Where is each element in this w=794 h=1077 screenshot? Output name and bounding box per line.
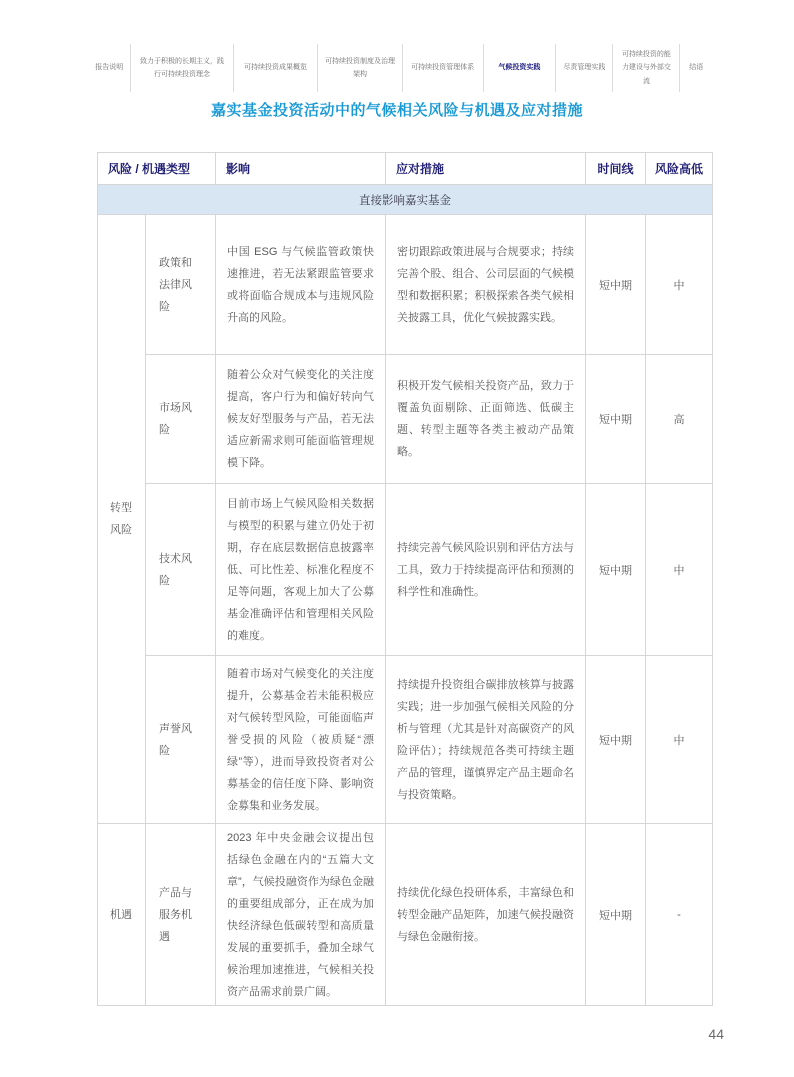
table-row [98,215,713,355]
risk-table-container [97,152,713,1006]
timeline-value: 短中期 [586,355,646,484]
top-nav [88,44,712,92]
response-text: 持续优化绿色投研体系，丰富绿色和转型金融产品矩阵，加速气候投融资与绿色金融衔接。 [386,824,586,1006]
risk-level-value: 中 [646,215,713,355]
table-row [98,656,713,824]
nav-item-report-notes[interactable]: 报告说明 [88,44,131,92]
timeline-value: 短中期 [586,824,646,1006]
page-title: 嘉实基金投资活动中的气候相关风险与机遇及应对措施 [210,102,583,119]
risk-level-value: 中 [646,484,713,656]
section-header-label: 直接影响嘉实基金 [98,185,713,215]
nav-item-conclusion[interactable]: 结语 [689,64,704,72]
impact-text: 目前市场上气候风险相关数据与模型的积累与建立仍处于初期，存在底层数据信息披露率低、可比性差、标准化程度不足等问题，客观上加大了公募基金准确评估和管理相关风险的难度。 [216,484,386,656]
response-text: 持续提升投资组合碳排放核算与披露实践；进一步加强气候相关风险的分析与管理（尤其是针对高碳资产的风险评估）；持续规范各类可持续主题产品的管理，谨慎界定产品主题命名与投资策略。 [386,656,586,824]
risk-opportunity-table [97,152,713,1006]
nav-item-results-overview[interactable]: 可持续投资成果概览 [234,44,319,92]
col-header-response: 应对措施 [386,153,586,185]
col-header-impact: 影响 [216,153,386,185]
impact-text: 2023 年中央金融会议提出包括绿色金融在内的“五篇大文章”，气候投融资作为绿色金融的重要组成部分，正在成为加快经济绿色低碳转型和高质量发展的重要抓手，叠加全球气候治理加速推进，气候相关投资产品需求前景广阔。 [216,824,386,1006]
response-text: 密切跟踪政策进展与合规要求；持续完善个股、组合、公司层面的气候模型和数据积累；积极探索各类气候相关披露工具，优化气候披露实践。 [386,215,586,355]
col-header-risk-type: 风险 / 机遇类型 [98,153,216,185]
response-text: 持续完善气候风险识别和评估方法与工具，致力于持续提高评估和预测的科学性和准确性。 [386,484,586,656]
col-header-timeline: 时间线 [586,153,646,185]
opportunity-type-product-service: 产品与服务机遇 [146,824,216,1006]
col-header-level: 风险高低 [646,153,713,185]
section-header-row [98,185,713,215]
nav-item-governance[interactable]: 可持续投资制度及治理架构 [318,44,403,92]
risk-level-value: 高 [646,355,713,484]
group-label-opportunity: 机遇 [98,824,146,1006]
nav-item-stewardship[interactable]: 尽责管理实践 [556,44,613,92]
table-row [98,355,713,484]
nav-item-capacity-building[interactable]: 可持续投资的能力建设与外部交流 [613,44,680,92]
risk-level-value: 中 [646,656,713,824]
timeline-value: 短中期 [586,484,646,656]
risk-type-market: 市场风险 [146,355,216,484]
impact-text: 随着公众对气候变化的关注度提高，客户行为和偏好转向气候友好型服务与产品，若无法适应新需求则可能面临管理规模下降。 [216,355,386,484]
risk-type-policy-legal: 政策和法律风险 [146,215,216,355]
table-row [98,484,713,656]
nav-item-climate-investment[interactable]: 气候投资实践 [484,44,557,92]
table-row [98,824,713,1006]
timeline-value: 短中期 [586,215,646,355]
impact-text: 中国 ESG 与气候监管政策快速推进，若无法紧跟监管要求或将面临合规成本与违规风险升高的风险。 [216,215,386,355]
response-text: 积极开发气候相关投资产品，致力于覆盖负面剔除、正面筛选、低碳主题、转型主题等各类主被动产品策略。 [386,355,586,484]
table-header-row [98,153,713,185]
timeline-value: 短中期 [586,656,646,824]
nav-item-management-system[interactable]: 可持续投资管理体系 [403,44,484,92]
nav-item-long-termism[interactable]: 致力于积极的长期主义，践行可持续投资理念 [131,44,233,92]
risk-type-technology: 技术风险 [146,484,216,656]
group-label-transition-risk: 转型风险 [98,215,146,824]
page-number: 44 [708,1026,724,1042]
risk-type-reputation: 声誉风险 [146,656,216,824]
impact-text: 随着市场对气候变化的关注度提升，公募基金若未能积极应对气候转型风险，可能面临声誉受损的风险（被质疑“漂绿”等），进而导致投资者对公募基金的信任度下降、影响资金募集和业务发展。 [216,656,386,824]
risk-level-value: - [646,824,713,1006]
